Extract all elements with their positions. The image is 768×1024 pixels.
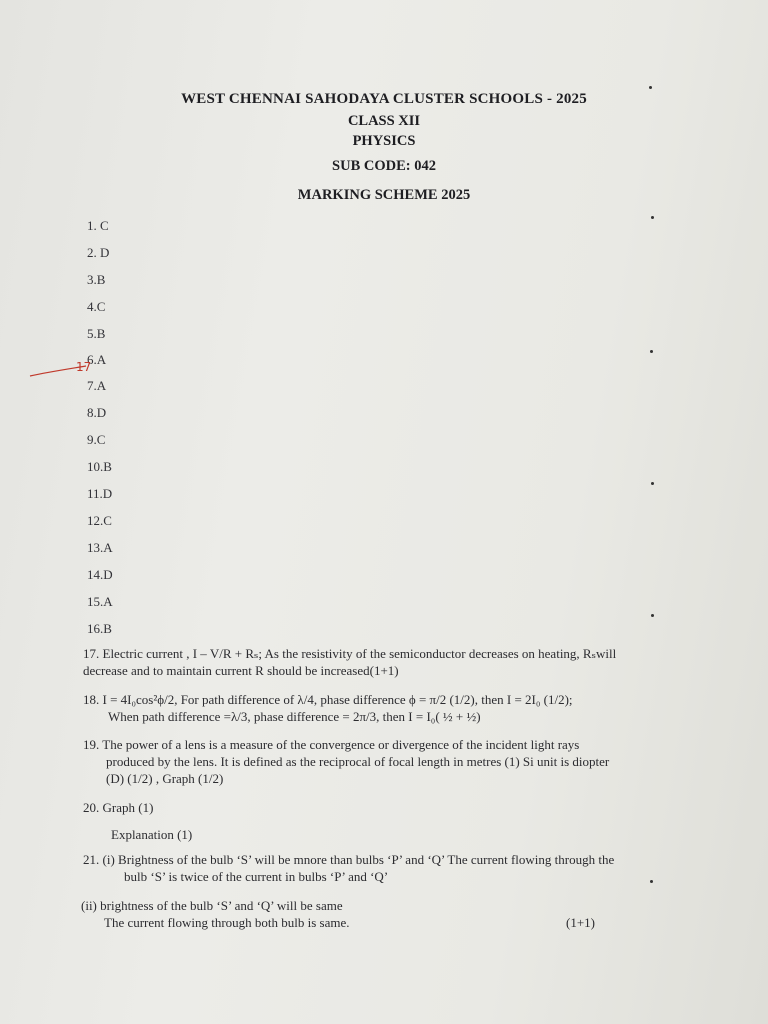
q21-line-3: (ii) brightness of the bulb ‘S’ and ‘Q’ will be same bbox=[81, 898, 343, 913]
paper-speck bbox=[650, 350, 653, 353]
marking-scheme-title: MARKING SCHEME 2025 bbox=[297, 187, 471, 203]
q18-line-2: When path difference =λ/3, phase difference = 2π/3, then I = I₀( ½ + ½) bbox=[108, 709, 481, 724]
class-label: CLASS XII bbox=[347, 113, 421, 129]
paper-speck bbox=[651, 216, 654, 219]
answer-7: 7.A bbox=[87, 378, 107, 393]
answer-16: 16.B bbox=[87, 621, 112, 636]
answer-4: 4.C bbox=[87, 299, 106, 314]
answer-15: 15.A bbox=[87, 594, 113, 609]
answer-12: 12.C bbox=[87, 513, 112, 528]
q17-line-1: 17. Electric current , I – V/R + Rₛ; As the resistivity of the semiconductor decreases on heating, Rₛwill bbox=[83, 646, 617, 661]
answer-9: 9.C bbox=[87, 432, 106, 447]
subject-label: PHYSICS bbox=[352, 133, 416, 149]
answer-6: 6.A bbox=[87, 352, 107, 367]
paper-speck bbox=[649, 86, 652, 89]
q19-line-1: 19. The power of a lens is a measure of the convergence or divergence of the incident light rays bbox=[83, 737, 580, 752]
paper-speck bbox=[650, 880, 653, 883]
q18-line-1: 18. I = 4I₀cos²ϕ/2, For path difference of λ/4, phase difference ϕ = π/2 (1/2), then I = 2I₀ (1/2); bbox=[83, 692, 573, 707]
paper-speck bbox=[651, 482, 654, 485]
answer-3: 3.B bbox=[87, 272, 106, 287]
answer-8: 8.D bbox=[87, 405, 107, 420]
answer-13: 13.A bbox=[87, 540, 113, 555]
paper-speck bbox=[651, 614, 654, 617]
q19-line-3: (D) (1/2) , Graph (1/2) bbox=[106, 771, 224, 786]
q21-line-4: The current flowing through both bulb is same. bbox=[104, 915, 350, 930]
q20-line-1: 20. Graph (1) bbox=[83, 800, 154, 815]
school-title: WEST CHENNAI SAHODAYA CLUSTER SCHOOLS - 2025 bbox=[181, 91, 587, 107]
q17-line-2: decrease and to maintain current R should be increased(1+1) bbox=[83, 663, 399, 678]
q19-line-2: produced by the lens. It is defined as the reciprocal of focal length in metres (1) Si unit is diopter bbox=[106, 754, 610, 769]
q21-marks: (1+1) bbox=[566, 915, 595, 930]
sub-code-label: SUB CODE: 042 bbox=[332, 158, 436, 174]
q21-line-2: bulb ‘S’ is twice of the current in bulbs ‘P’ and ‘Q’ bbox=[124, 869, 389, 884]
answer-5: 5.B bbox=[87, 326, 106, 341]
answer-2: 2. D bbox=[87, 245, 110, 260]
q20-line-2: Explanation (1) bbox=[111, 827, 193, 842]
answer-1: 1. C bbox=[87, 218, 109, 233]
q21-line-1: 21. (i) Brightness of the bulb ‘S’ will be mnore than bulbs ‘P’ and ‘Q’ The current flowing through the bbox=[83, 852, 615, 867]
answer-14: 14.D bbox=[87, 567, 113, 582]
answer-10: 10.B bbox=[87, 459, 112, 474]
handwritten-margin-mark: 17 bbox=[76, 360, 92, 374]
answer-11: 11.D bbox=[87, 486, 113, 501]
